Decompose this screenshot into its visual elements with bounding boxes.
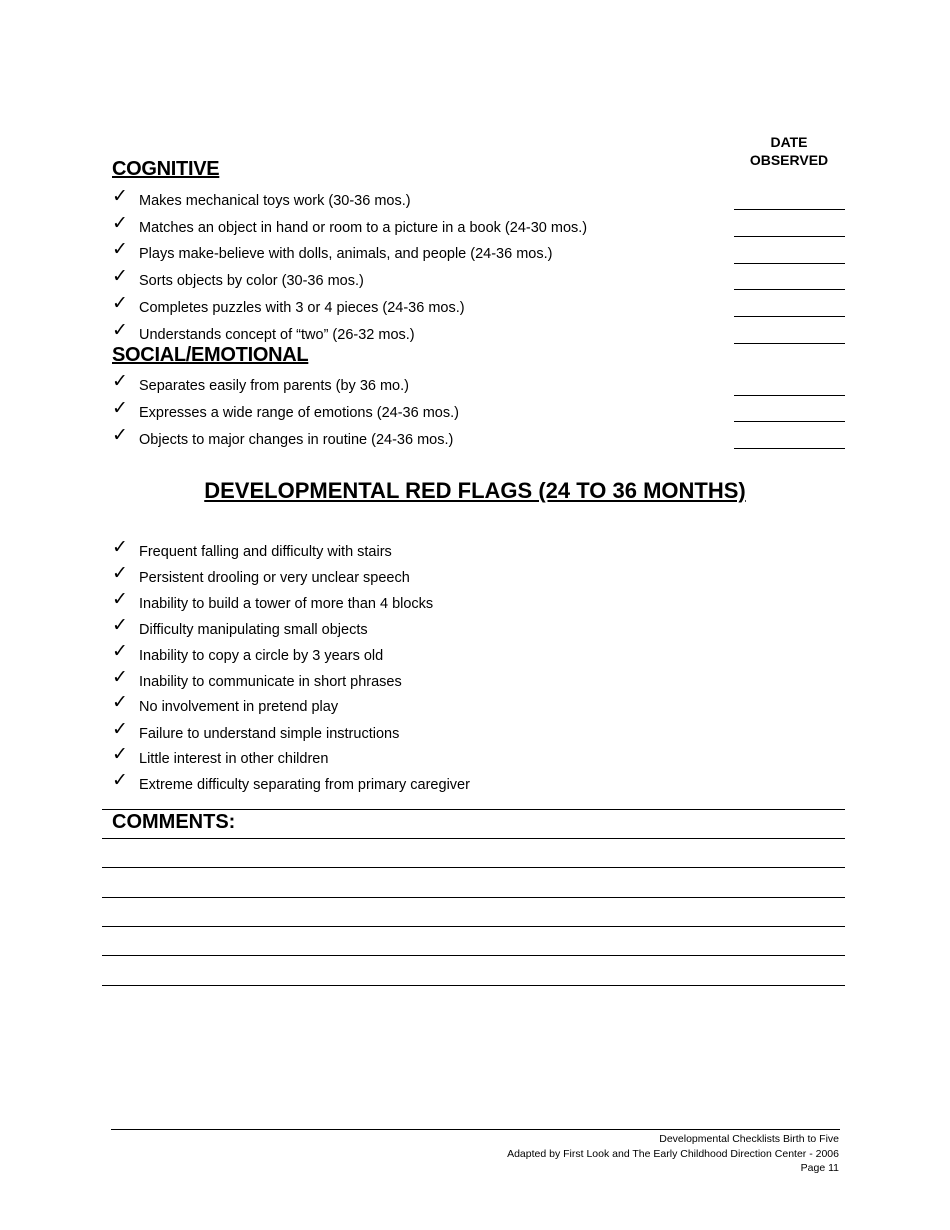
checkmark-icon: ✓ (112, 562, 128, 584)
comments-label: COMMENTS: (112, 811, 236, 833)
comment-line[interactable] (102, 838, 845, 839)
item-text: Inability to build a tower of more than 4 blocks (139, 596, 434, 612)
item-text: Sorts objects by color (30-36 mos.) (139, 273, 364, 289)
red-flag-item (112, 693, 338, 715)
date-observed-field[interactable] (734, 421, 845, 422)
date-header-line-1: DATE (770, 134, 808, 150)
item-text: Completes puzzles with 3 or 4 pieces (24-36 mos.) (139, 300, 465, 316)
item-text: Separates easily from parents (by 36 mo.) (139, 378, 409, 394)
date-observed-field[interactable] (734, 395, 845, 396)
red-flag-item (112, 771, 470, 793)
item-text: Matches an object in hand or room to a picture in a book (24-30 mos.) (139, 220, 588, 236)
red-flag-item (112, 720, 399, 742)
cognitive-title: COGNITIVE (112, 158, 220, 180)
item-text: Objects to major changes in routine (24-36 mos.) (139, 432, 454, 448)
item-text: Inability to communicate in short phrases (139, 674, 402, 690)
page-number: Page 11 (800, 1162, 839, 1174)
checkmark-icon: ✓ (112, 666, 128, 688)
item-text: Persistent drooling or very unclear speech (139, 570, 410, 586)
comment-line[interactable] (102, 867, 845, 868)
social-item (112, 372, 409, 394)
social-emotional-title: SOCIAL/EMOTIONAL (112, 344, 309, 366)
checkmark-icon: ✓ (112, 319, 128, 341)
cognitive-item (112, 214, 587, 236)
item-text: Extreme difficulty separating from primary caregiver (139, 777, 470, 793)
checkmark-icon: ✓ (112, 536, 128, 558)
checkmark-icon: ✓ (112, 614, 128, 636)
red-flag-item (112, 642, 383, 664)
cognitive-item (112, 240, 552, 262)
footer-rule (111, 1129, 840, 1130)
red-flag-item (112, 616, 368, 638)
checkmark-icon: ✓ (112, 292, 128, 314)
item-text: Inability to copy a circle by 3 years old (139, 648, 384, 664)
date-observed-field[interactable] (734, 289, 845, 290)
checkmark-icon: ✓ (112, 212, 128, 234)
checkmark-icon: ✓ (112, 185, 128, 207)
social-item (112, 399, 459, 421)
item-text: Makes mechanical toys work (30-36 mos.) (139, 193, 411, 209)
checkmark-icon: ✓ (112, 718, 128, 740)
cognitive-item (112, 321, 415, 343)
red-flag-item (112, 538, 392, 560)
comments-top-rule (102, 809, 845, 810)
date-observed-field[interactable] (734, 343, 845, 344)
date-observed-header (740, 133, 838, 169)
date-observed-field[interactable] (734, 316, 845, 317)
footer-line-1: Developmental Checklists Birth to Five (659, 1133, 839, 1145)
comment-line[interactable] (102, 985, 845, 986)
checkmark-icon: ✓ (112, 640, 128, 662)
date-observed-field[interactable] (734, 236, 845, 237)
red-flag-item (112, 668, 402, 690)
date-observed-field[interactable] (734, 448, 845, 449)
checkmark-icon: ✓ (112, 370, 128, 392)
red-flag-item (112, 564, 410, 586)
comment-line[interactable] (102, 926, 845, 927)
social-item (112, 426, 453, 448)
item-text: Expresses a wide range of emotions (24-36 mos.) (139, 405, 459, 421)
date-observed-field[interactable] (734, 263, 845, 264)
cognitive-item (112, 294, 465, 316)
item-text: Little interest in other children (139, 751, 329, 767)
checkmark-icon: ✓ (112, 743, 128, 765)
item-text: Frequent falling and difficulty with stairs (139, 544, 392, 560)
item-text: Difficulty manipulating small objects (139, 622, 368, 638)
checkmark-icon: ✓ (112, 691, 128, 713)
item-text: Understands concept of “two” (26-32 mos.) (139, 327, 415, 343)
checkmark-icon: ✓ (112, 265, 128, 287)
comment-line[interactable] (102, 955, 845, 956)
comment-line[interactable] (102, 897, 845, 898)
checkmark-icon: ✓ (112, 424, 128, 446)
page-footer (507, 1132, 839, 1176)
date-observed-field[interactable] (734, 209, 845, 210)
checkmark-icon: ✓ (112, 769, 128, 791)
item-text: Plays make-believe with dolls, animals, and people (24-36 mos.) (139, 246, 553, 262)
checkmark-icon: ✓ (112, 238, 128, 260)
item-text: No involvement in pretend play (139, 699, 339, 715)
red-flag-item (112, 590, 433, 612)
red-flags-title: DEVELOPMENTAL RED FLAGS (24 TO 36 MONTHS) (204, 478, 746, 503)
date-header-line-2: OBSERVED (749, 152, 829, 168)
footer-line-2: Adapted by First Look and The Early Childhood Direction Center - 2006 (507, 1147, 839, 1160)
cognitive-item (112, 267, 364, 289)
cognitive-item (112, 187, 411, 209)
item-text: Failure to understand simple instructions (139, 726, 400, 742)
checkmark-icon: ✓ (112, 588, 128, 610)
red-flag-item (112, 745, 328, 767)
checkmark-icon: ✓ (112, 397, 128, 419)
